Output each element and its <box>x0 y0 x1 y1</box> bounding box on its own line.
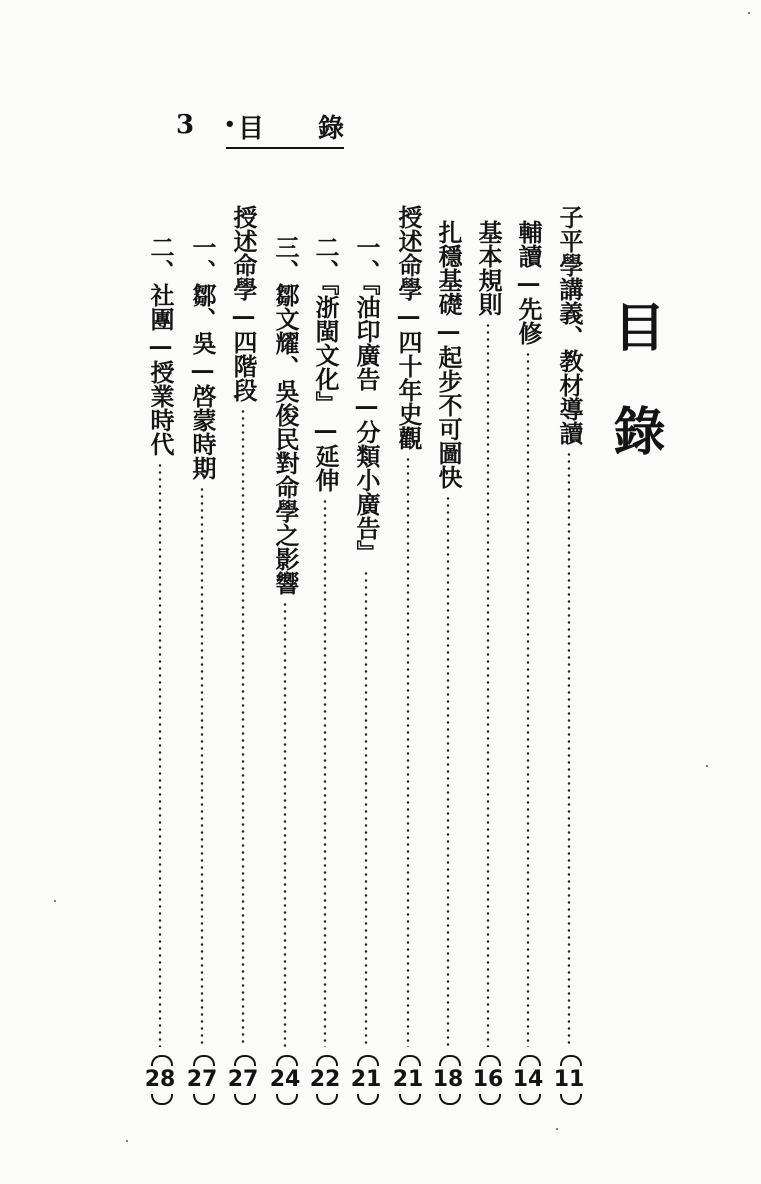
dot-leader <box>226 408 260 1047</box>
dot-leader <box>185 486 219 1047</box>
toc-page-number: 27 <box>226 1053 260 1105</box>
dot-leader <box>268 601 302 1047</box>
running-title-char-2: 錄 <box>317 114 344 144</box>
toc-entry-label: 二、『浙閩文化』—延伸 <box>311 235 340 492</box>
toc-entry <box>226 205 260 1105</box>
toc-entry-label: 三、鄒文耀、吳俊民對命學之影響 <box>271 235 300 595</box>
toc-entry <box>431 220 465 1105</box>
toc-page-number: 24 <box>268 1053 302 1105</box>
dot-leader <box>552 451 586 1047</box>
toc-entry <box>391 205 425 1105</box>
page-number: 3 <box>176 110 195 140</box>
contents-heading: 目錄 <box>604 300 665 508</box>
toc-entry <box>143 235 177 1105</box>
toc-entry-label: 扎穩基礎—起步不可圖快 <box>434 220 463 489</box>
scan-speck <box>54 900 56 902</box>
dot-leader <box>143 462 177 1047</box>
toc-entry-label: 輔讀—先修 <box>514 220 543 345</box>
toc-entry <box>268 235 302 1105</box>
dot-leader <box>391 456 425 1047</box>
dot-leader <box>308 498 342 1047</box>
scan-speck <box>126 1140 128 1142</box>
toc-entry <box>185 235 219 1105</box>
toc-page-number: 18 <box>431 1053 465 1105</box>
scan-speck <box>706 765 708 767</box>
bullet-dot: • <box>224 114 236 135</box>
toc-entry-label: 二、社團—授業時代 <box>146 235 175 456</box>
toc-page-number: 21 <box>391 1053 425 1105</box>
toc-entry <box>511 220 545 1105</box>
toc-page-number: 28 <box>143 1053 177 1105</box>
toc-page-number: 22 <box>308 1053 342 1105</box>
toc-entry <box>308 235 342 1105</box>
dot-leader <box>471 322 505 1047</box>
toc-page-number: 16 <box>471 1053 505 1105</box>
toc-page-number: 21 <box>349 1053 383 1105</box>
dot-leader <box>431 495 465 1047</box>
dot-leader <box>349 570 383 1047</box>
toc-entry <box>349 235 383 1105</box>
toc-page-number: 14 <box>511 1053 545 1105</box>
toc-entry <box>471 220 505 1105</box>
toc-entry-label: 基本規則 <box>474 220 503 316</box>
toc-entry-label: 授述命學—四十年史觀 <box>394 205 423 450</box>
scan-speck <box>556 1128 558 1130</box>
scan-speck <box>748 12 750 14</box>
toc-entry-label: 授述命學—四階段 <box>229 205 258 402</box>
toc-entry-label: 子平學講義、教材導讀 <box>555 205 584 445</box>
toc-page-number: 11 <box>552 1053 586 1105</box>
dot-leader <box>511 351 545 1047</box>
toc-entry-label: 一、鄒、吳—啓蒙時期 <box>188 235 217 480</box>
toc-page-number: 27 <box>185 1053 219 1105</box>
toc-entry <box>552 205 586 1105</box>
running-title-char-1: 目 <box>238 114 265 144</box>
toc-entry-label: 一、『油印廣告—分類小廣告』 <box>352 235 381 564</box>
running-title <box>226 108 344 149</box>
